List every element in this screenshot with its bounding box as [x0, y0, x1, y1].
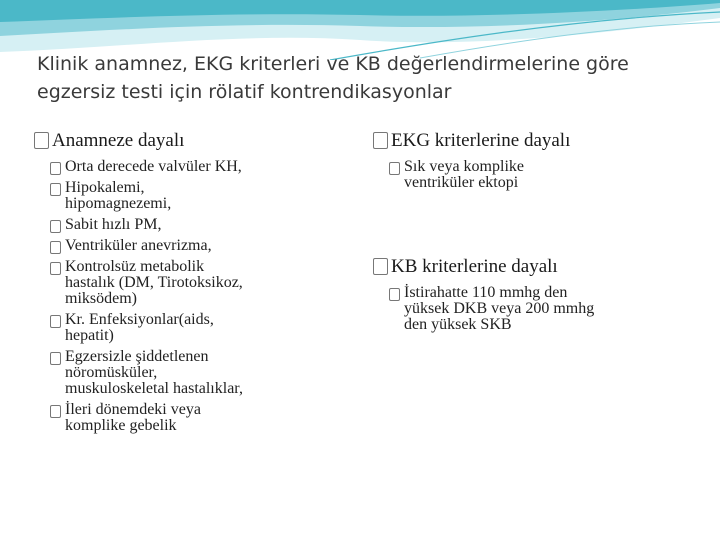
- list-item-text: Orta derecede valvüler KH,: [65, 158, 242, 175]
- list-item: [389, 285, 693, 333]
- bullet-box-icon: [50, 183, 61, 196]
- ekg-heading: [373, 130, 693, 152]
- list-item: [50, 259, 344, 307]
- list-item: [50, 402, 344, 434]
- anamnesis-heading: [34, 130, 344, 152]
- list-item: [50, 217, 344, 233]
- bullet-box-icon: [373, 132, 388, 149]
- list-item: [50, 312, 344, 344]
- right-column: [373, 130, 693, 338]
- list-item-text: Sık veya komplike ventriküler ektopi: [404, 158, 524, 191]
- list-item-text: İstirahatte 110 mmhg den yüksek DKB veya 200 mmhg den yüksek SKB: [404, 284, 595, 333]
- left-column: [34, 130, 344, 439]
- bullet-box-icon: [50, 352, 61, 365]
- list-item: [389, 159, 693, 191]
- list-item-text: Hipokalemi, hipomagnezemi,: [65, 179, 172, 212]
- bullet-box-icon: [50, 162, 61, 175]
- list-item-text: İleri dönemdeki veya komplike gebelik: [65, 401, 201, 434]
- title-line-1: Klinik anamnez, EKG kriterleri ve KB değerlendirmelerine göre: [37, 53, 629, 75]
- bullet-box-icon: [50, 405, 61, 418]
- bullet-box-icon: [50, 315, 61, 328]
- kb-list: [389, 285, 693, 333]
- list-item: [50, 180, 344, 212]
- list-item-text: Egzersizle şiddetlenen nöromüsküler, muskuloskeletal hastalıklar,: [65, 348, 243, 397]
- list-item: [50, 238, 344, 254]
- list-item-text: Kr. Enfeksiyonlar(aids, hepatit): [65, 311, 214, 344]
- list-item-text: Ventriküler anevrizma,: [65, 237, 212, 254]
- anamnesis-list: [50, 159, 344, 434]
- slide-title: [37, 50, 697, 106]
- anamnesis-heading-label: Anamneze dayalı: [52, 130, 185, 151]
- title-line-2: egzersiz testi için rölatif kontrendikasyonlar: [37, 81, 452, 103]
- bullet-box-icon: [373, 258, 388, 275]
- ekg-list: [389, 159, 693, 191]
- list-item: [50, 349, 344, 397]
- bullet-box-icon: [389, 288, 400, 301]
- bullet-box-icon: [50, 220, 61, 233]
- bullet-box-icon: [50, 241, 61, 254]
- list-item: [50, 159, 344, 175]
- list-item-text: Kontrolsüz metabolik hastalık (DM, Tirotoksikoz, miksödem): [65, 258, 243, 307]
- kb-heading: [373, 256, 693, 278]
- list-item-text: Sabit hızlı PM,: [65, 216, 162, 233]
- bullet-box-icon: [50, 262, 61, 275]
- kb-heading-label: KB kriterlerine dayalı: [391, 256, 558, 277]
- bullet-box-icon: [389, 162, 400, 175]
- bullet-box-icon: [34, 132, 49, 149]
- ekg-heading-label: EKG kriterlerine dayalı: [391, 130, 571, 151]
